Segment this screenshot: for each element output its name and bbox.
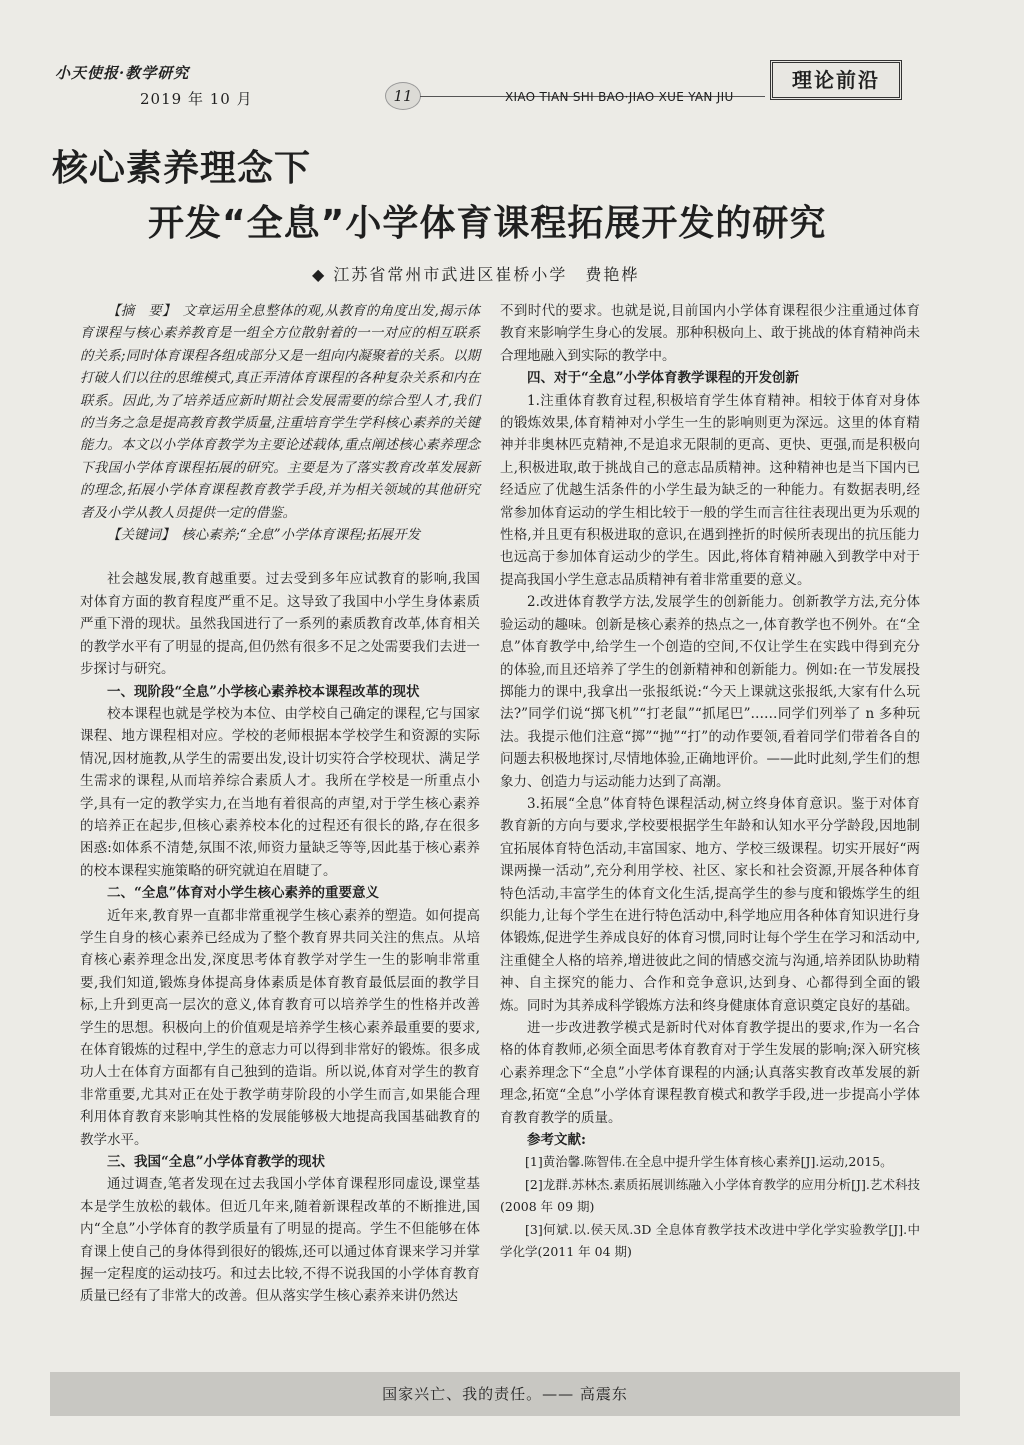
section-3-paragraph: 通过调查,笔者发现在过去我国小学体育课程形同虚设,课堂基本是学生放松的载体。但近几年来,随着新课程改革的不断推进,国内“全息”小学体育的教学质量有了明显的提高。学生不但能够在体育课上使自己的身体得到很好的锻炼,还可以通过体育课来学习并掌握一定程度的运动技巧。和过去比较,不得不说我国的小学体育教育质量已经有了非常大的改善。但从落实学生核心素养来讲仍然达 (80, 1176, 480, 1305)
section-heading-4: 四、对于“全息”小学体育教学课程的开发创新 (527, 370, 800, 387)
section-heading-3: 三、我国“全息”小学体育教学的现状 (107, 1154, 326, 1171)
issue-date: 2019 年 10 月 (140, 90, 253, 108)
reference-item: [3]何斌.以.侯天凤.3D 全息体育教学技术改进中学化学实验教学[J].中学化学(2011 年 04 期) (500, 1221, 920, 1260)
title-line-2: 开发“全息”小学体育课程拓展开发的研究 (148, 203, 827, 244)
title-line-1: 核心素养理念下 (52, 148, 312, 189)
reference-item: [1]黄治馨.陈智伟.在全息中提升学生体育核心素养[J].运动,2015。 (525, 1154, 893, 1170)
footer-quote: 国家兴亡、我的责任。—— 高震东 (50, 1372, 960, 1416)
author-line: ◆ 江苏省常州市武进区崔桥小学 费艳桦 (312, 265, 640, 284)
abstract: 【摘 要】 文章运用全息整体的观,从教育的角度出发,揭示体育课程与核心素养教育是一组全方位散射着的一一对应的相互联系的关系;同时体育课程各组成部分又是一组向内凝聚着的关系。以期打破人们以往的思维模式,真正弄清体育课程的各种复杂关系和内在联系。因此,为了培养适应新时期社会发展需要的综合型人才,我们的当务之急是提高教育教学质量,注重培育学生学科核心素养的关键能力。本文以小学体育教学为主要论述载体,重点阐述核心素养理念下我国小学体育课程拓展的研究。主要是为了落实教育改革发展新的理念,拓展小学体育课程教育教学手段,并为相关领域的其他研究者及小学从教人员提供一定的借鉴。 (80, 303, 480, 521)
references-title: 参考文献: (527, 1132, 586, 1149)
page-number: 11 (385, 82, 421, 110)
section-badge: 理论前沿 (770, 60, 902, 100)
section-4-point-2: 2.改进体育教学方法,发展学生的创新能力。创新教学方法,充分体验运动的趣味。创新是核心素养的热点之一,体育教学也不例外。在“全息”体育教学中,给学生一个创造的空间,不仅让学生在实践中得到充分的体验,而且还培养了学生的创新精神和创新能力。例如:在一节发展投掷能力的课中,我拿出一张报纸说:“今天上课就这张报纸,大家有什么玩法?”同学们说“掷飞机”“打老鼠”“抓尾巴”……同学们列举了 n 多种玩法。我提示他们注意“掷”“抛”“打”的动作要领,看着同学们带着各自的问题去积极地探讨,尽情地体验,正确地评价。——此时此刻,学生们的想象力、创造力与运动能力达到了高潮。 (500, 594, 920, 790)
journal-name-en: XIAO TIAN SHI BAO·JIAO XUE YAN JIU (505, 90, 734, 104)
section-heading-1: 一、现阶段“全息”小学核心素养校本课程改革的现状 (107, 683, 420, 700)
reference-item: [2]龙群.苏林杰.素质拓展训练融入小学体育教学的应用分析[J].艺术科技(2008 年 09 期) (500, 1176, 920, 1215)
intro-paragraph: 社会越发展,教育越重要。过去受到多年应试教育的影响,我国对体育方面的教育程度严重不足。这导致了我国中小学生身体素质严重下滑的现状。虽然我国进行了一系列的素质教育改革,体育相关的教学水平有了明显的提高,但仍然有很多不足之处需要我们去进一步探讨与研究。 (80, 571, 480, 678)
section-4-point-1: 1.注重体育教育过程,积极培育学生体育精神。相较于体育对身体的锻炼效果,体育精神对小学生一生的影响则更为深远。这里的体育精神并非奥林匹克精神,不是追求无限制的更高、更快、更强,而是积极向上,积极进取,敢于挑战自己的意志品质精神。这种精神也是当下国内已经适应了优越生活条件的小学生最为缺乏的一种能力。有数据表明,经常参加体育运动的学生相比较于一般的学生而言往往表现出更为乐观的性格,并且更有积极进取的意识,在遇到挫折的时候所表现出的抗压能力也远高于参加体育运动少的学生。因此,将体育精神融入到教学中对于提高我国小学生意志品质精神有着非常重要的意义。 (500, 392, 920, 588)
conclusion-paragraph: 进一步改进教学模式是新时代对体育教学提出的要求,作为一名合格的体育教师,必须全面思考体育教育对于学生发展的影响;深入研究核心素养理念下“全息”小学体育课程的内涵;认真落实教育改革发展的新理念,拓宽“全息”小学体育课程教育模式和教学手段,进一步提高小学体育教育教学的质量。 (500, 1020, 920, 1126)
right-column (500, 300, 920, 1263)
left-column (80, 300, 480, 1308)
keywords: 【关键词】 核心素养;“全息”小学体育课程;拓展开发 (107, 527, 421, 544)
journal-name: 小天使报·教学研究 (55, 64, 190, 82)
continued-paragraph: 不到时代的要求。也就是说,目前国内小学体育课程很少注重通过体育教育来影响学生身心的发展。那种积极向上、敢于挑战的体育精神尚未合理地融入到实际的教学中。 (500, 303, 920, 364)
section-4-point-3: 3.拓展“全息”体育特色课程活动,树立终身体育意识。鉴于对体育教育新的方向与要求,学校要根据学生年龄和认知水平分学龄段,因地制宜拓展体育特色活动,丰富国家、地方、学校三级课程。切实开展好“两课两操一活动”,充分利用学校、社区、家长和社会资源,开展各种体育特色活动,丰富学生的体育文化生活,提高学生的参与度和锻炼学生的组织能力,让每个学生在进行特色活动中,科学地应用各种体育知识进行身体锻炼,促进学生养成良好的体育习惯,同时让每个学生在学习和活动中,注重健全人格的培养,增进彼此之间的情感交流与沟通,培养团队协助精神、自主探究的能力、合作和竞争意识,达到身、心都得到全面的锻炼。同时为其养成科学锻炼方法和终身健康体育意识奠定良好的基础。 (500, 795, 920, 1014)
section-2-paragraph: 近年来,教育界一直都非常重视学生核心素养的塑造。如何提高学生自身的核心素养已经成为了整个教育界共同关注的焦点。从培育核心素养理念出发,深度思考体育教学对学生一生的影响非常重要,我们知道,锻炼身体提高身体素质是体育教育最低层面的教学目标,上升到更高一层次的意义,体育教育可以培养学生的性格并改善学生的思想。积极向上的价值观是培养学生核心素养最重要的要求,在体育锻炼的过程中,学生的意志力可以得到非常好的锻炼。很多成功人士在体育方面都有自己独到的造诣。所以说,体育对学生的教育非常重要,尤其对正在处于教学萌芽阶段的小学生而言,如果能合理利用体育教育来影响其性格的发展能够极大地提高我国基础教育的教学水平。 (80, 907, 480, 1148)
section-1-paragraph: 校本课程也就是学校为本位、由学校自己确定的课程,它与国家课程、地方课程相对应。学校的老师根据本学校学生和资源的实际情况,因材施教,从学生的需要出发,设计切实符合学校现状、满足学生需求的课程,从而培养综合素质人才。我所在学校是一所重点小学,具有一定的教学实力,在当地有着很高的声望,对于学生核心素养的培养正在起步,但核心素养校本化的过程还有很长的路,存在很多困惑:如体系不清楚,氛围不浓,师资力量缺乏等等,因此基于核心素养的校本课程实施策略的研究就迫在眉睫了。 (80, 705, 480, 879)
section-heading-2: 二、“全息”体育对小学生核心素养的重要意义 (107, 885, 380, 902)
